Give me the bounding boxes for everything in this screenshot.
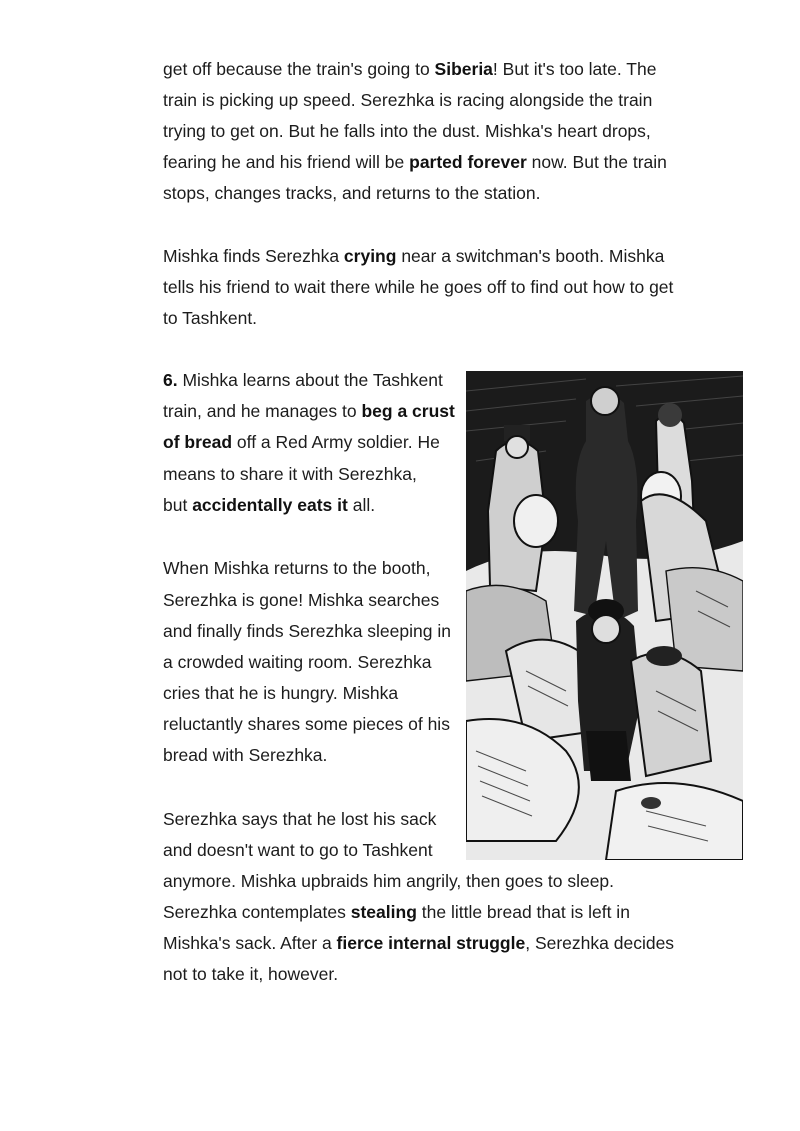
text-line <box>163 621 451 641</box>
text-run: now. But the train <box>526 152 667 172</box>
text-run: trying to get on. But he falls into the dust. Mishka's heart drops, <box>163 121 651 141</box>
text-run: get off because the train's going to <box>163 59 435 79</box>
text-run: Mishka's sack. After a <box>163 933 337 953</box>
bold-text: Siberia <box>434 59 493 79</box>
bold-text: fierce internal struggle <box>336 933 526 953</box>
text-run: bread with Serezhka. <box>163 745 328 765</box>
text-line <box>163 246 664 266</box>
bold-text: 6. <box>163 370 178 390</box>
text-run: not to take it, however. <box>163 964 339 984</box>
text-line <box>163 840 433 860</box>
text-line <box>163 308 257 328</box>
text-run: Serezhka says that he lost his sack <box>163 809 437 829</box>
bold-text: beg a crust <box>361 401 455 421</box>
text-line <box>163 183 540 203</box>
text-run: a crowded waiting room. Serezhka <box>163 652 432 672</box>
text-run: , Serezhka decides <box>525 933 675 953</box>
bold-text: stealing <box>350 902 417 922</box>
text-run: anymore. Mishka upbraids him angrily, then goes to sleep. <box>163 871 615 891</box>
text-line <box>163 714 450 734</box>
text-line <box>163 964 338 984</box>
bold-text: accidentally eats it <box>192 495 348 515</box>
text-run: When Mishka returns to the booth, <box>163 558 431 578</box>
text-run: but <box>163 495 193 515</box>
text-run: and doesn't want to go to Tashkent <box>163 840 433 860</box>
text-run: near a switchman's booth. Mishka <box>396 246 665 266</box>
bold-text: of bread <box>163 432 233 452</box>
text-line <box>163 277 673 297</box>
text-run: Serezhka contemplates <box>163 902 351 922</box>
text-line <box>163 401 455 421</box>
text-line <box>163 809 436 829</box>
crowd-illustration <box>466 371 743 860</box>
text-line <box>163 933 674 953</box>
text-line <box>163 495 375 515</box>
text-line <box>163 121 651 141</box>
text-line <box>163 558 431 578</box>
text-run: Serezhka is gone! Mishka searches <box>163 590 440 610</box>
text-run: all. <box>347 495 376 515</box>
text-line <box>163 652 431 672</box>
text-line <box>163 90 652 110</box>
text-line <box>163 464 417 484</box>
text-line <box>163 590 439 610</box>
text-run: reluctantly shares some pieces of his <box>163 714 450 734</box>
text-run: stops, changes tracks, and returns to the station. <box>163 183 541 203</box>
text-line <box>163 871 614 891</box>
text-line <box>163 683 398 703</box>
text-run: to Tashkent. <box>163 308 258 328</box>
text-run: train is picking up speed. Serezhka is racing alongside the train <box>163 90 653 110</box>
text-run: Mishka finds Serezhka <box>163 246 344 266</box>
text-run: means to share it with Serezhka, <box>163 464 417 484</box>
text-line <box>163 432 440 452</box>
text-line <box>163 370 443 390</box>
text-line <box>163 152 667 172</box>
bold-text: crying <box>343 246 397 266</box>
text-run: tells his friend to wait there while he goes off to find out how to get <box>163 277 674 297</box>
text-run: and finally finds Serezhka sleeping in <box>163 621 451 641</box>
text-run: the little bread that is left in <box>416 902 630 922</box>
text-run: train, and he manages to <box>163 401 362 421</box>
text-run: fearing he and his friend will be <box>163 152 410 172</box>
text-line <box>163 902 630 922</box>
text-run: cries that he is hungry. Mishka <box>163 683 399 703</box>
text-run: off a Red Army soldier. He <box>232 432 440 452</box>
text-line <box>163 59 656 79</box>
text-run: ! But it's too late. The <box>492 59 657 79</box>
bold-text: parted forever <box>409 152 527 172</box>
text-run: Mishka learns about the Tashkent <box>177 370 443 390</box>
text-line <box>163 745 327 765</box>
